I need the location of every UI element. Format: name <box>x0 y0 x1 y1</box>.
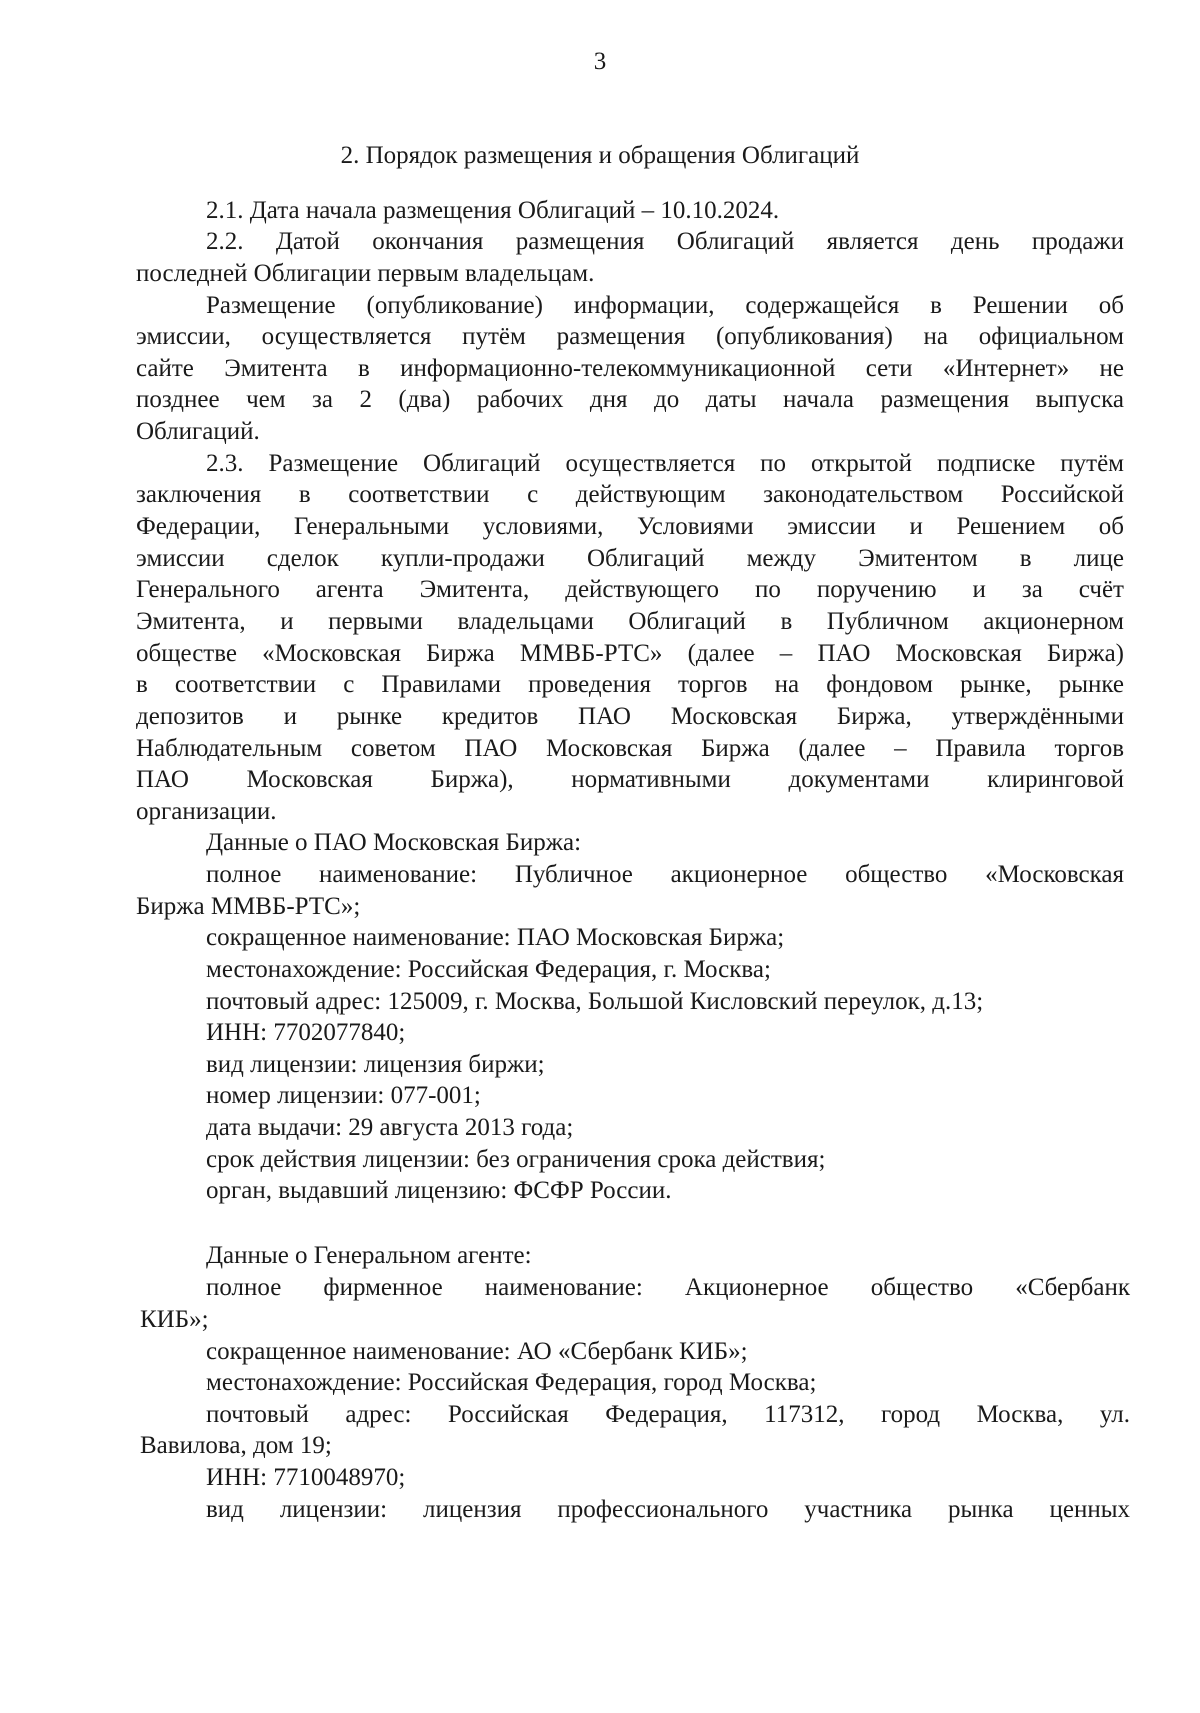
text-line: КИБ»; <box>140 1306 209 1333</box>
text-line: ИНН: 7710048970; <box>206 1464 406 1491</box>
text-line: последней Облигации первым владельцам. <box>136 260 595 287</box>
text-line: дата выдачи: 29 августа 2013 года; <box>206 1114 574 1141</box>
text-line: номер лицензии: 077-001; <box>206 1082 481 1109</box>
text-line: срок действия лицензии: без ограничения срока действия; <box>206 1146 826 1173</box>
text-line: организации. <box>136 798 277 825</box>
text-line: орган, выдавший лицензию: ФСФР России. <box>206 1177 672 1204</box>
text-line: Биржа ММВБ-РТС»; <box>136 893 361 920</box>
text-line: депозитов и рынке кредитов ПАО Московская Биржа, утверждёнными <box>136 703 1124 730</box>
text-line: сокращенное наименование: ПАО Московская Биржа; <box>206 924 785 951</box>
text-line: почтовый адрес: 125009, г. Москва, Большой Кисловский переулок, д.13; <box>206 988 984 1015</box>
page-number: 3 <box>593 48 607 75</box>
text-line: Эмитента, и первыми владельцами Облигаций в Публичном акционерном <box>136 608 1124 635</box>
text-line: эмиссии сделок купли-продажи Облигаций между Эмитентом в лице <box>136 545 1124 572</box>
text-line: 2.2. Датой окончания размещения Облигаций является день продажи <box>206 228 1124 255</box>
text-line: Облигаций. <box>136 418 260 445</box>
text-line: Наблюдательным советом ПАО Московская Биржа (далее – Правила торгов <box>136 735 1124 762</box>
text-line: Генерального агента Эмитента, действующего по поручению и за счёт <box>136 576 1124 603</box>
text-line: сайте Эмитента в информационно-телекоммуникационной сети «Интернет» не <box>136 355 1124 382</box>
agent-heading: Данные о Генеральном агенте: <box>206 1242 532 1269</box>
text-line: Федерации, Генеральными условиями, Условиями эмиссии и Решением об <box>136 513 1124 540</box>
section-title: 2. Порядок размещения и обращения Облигаций <box>340 142 860 169</box>
text-line: полное фирменное наименование: Акционерное общество «Сбербанк <box>206 1274 1130 1301</box>
text-line: ПАО Московская Биржа), нормативными документами клиринговой <box>136 766 1124 793</box>
text-line: вид лицензии: лицензия профессионального участника рынка ценных <box>206 1496 1130 1523</box>
text-line: 2.1. Дата начала размещения Облигаций – 10.10.2024. <box>206 197 780 224</box>
text-line: позднее чем за 2 (два) рабочих дня до даты начала размещения выпуска <box>136 386 1124 413</box>
text-line: сокращенное наименование: АО «Сбербанк КИБ»; <box>206 1338 748 1365</box>
text-line: местонахождение: Российская Федерация, г. Москва; <box>206 956 771 983</box>
text-line: ИНН: 7702077840; <box>206 1019 406 1046</box>
text-line: Вавилова, дом 19; <box>140 1432 332 1459</box>
text-line: эмиссии, осуществляется путём размещения (опубликования) на официальном <box>136 323 1124 350</box>
text-line: 2.3. Размещение Облигаций осуществляется по открытой подписке путём <box>206 450 1124 477</box>
text-line: местонахождение: Российская Федерация, город Москва; <box>206 1369 817 1396</box>
text-line: обществе «Московская Биржа ММВБ-РТС» (далее – ПАО Московская Биржа) <box>136 640 1124 667</box>
text-line: заключения в соответствии с действующим законодательством Российской <box>136 481 1124 508</box>
text-line: вид лицензии: лицензия биржи; <box>206 1051 545 1078</box>
text-line: в соответствии с Правилами проведения торгов на фондовом рынке, рынке <box>136 671 1124 698</box>
exchange-heading: Данные о ПАО Московская Биржа: <box>206 829 582 856</box>
text-line: полное наименование: Публичное акционерное общество «Московская <box>206 861 1124 888</box>
text-line: почтовый адрес: Российская Федерация, 117312, город Москва, ул. <box>206 1401 1130 1428</box>
text-line: Размещение (опубликование) информации, содержащейся в Решении об <box>206 292 1124 319</box>
